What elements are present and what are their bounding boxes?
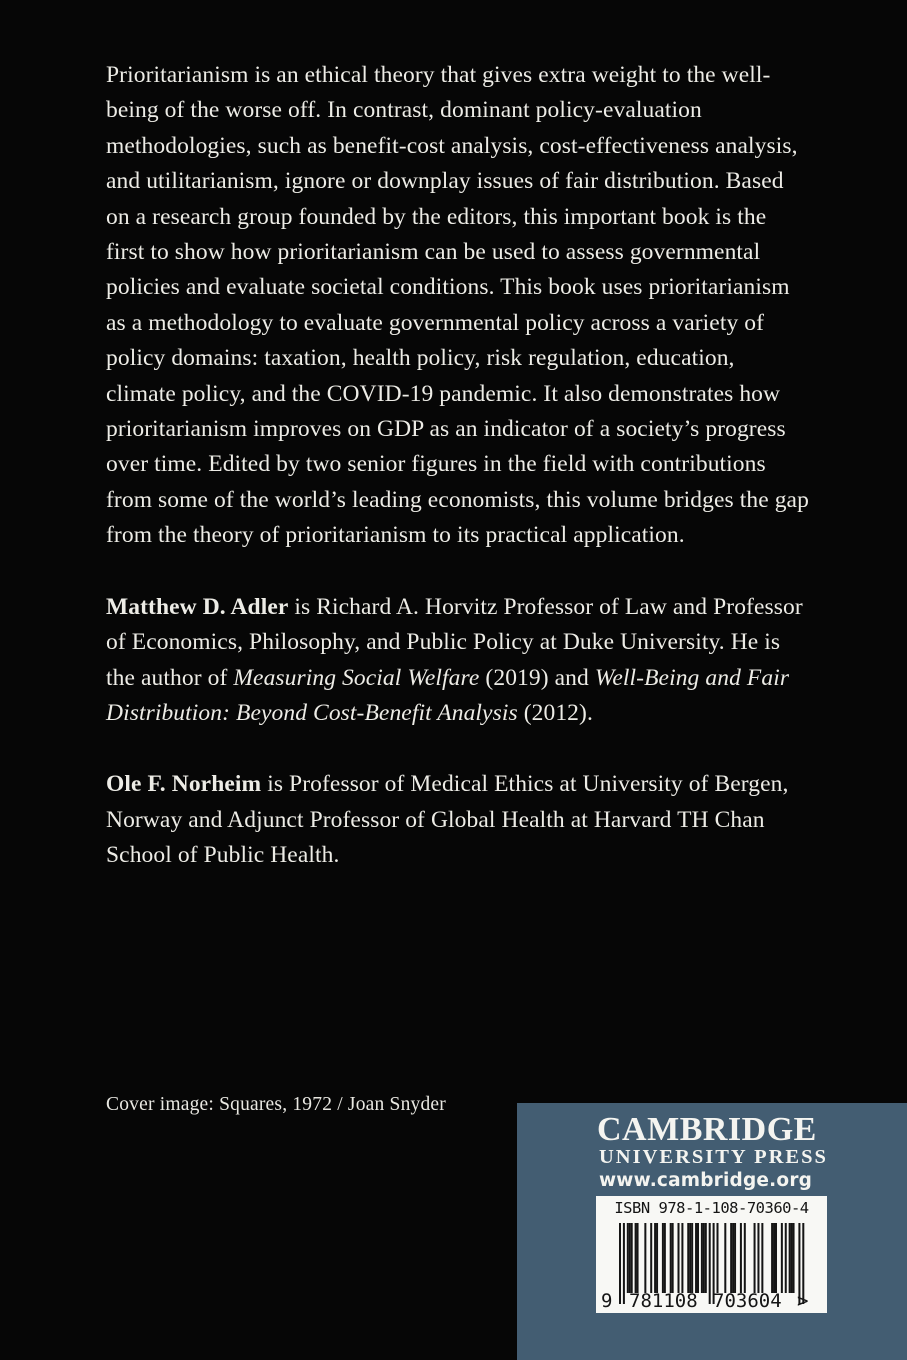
adler-name: Matthew D. Adler xyxy=(106,593,289,620)
norheim-bio-text: is Professor of Medical Ethics at University of Bergen, Norway and Adjunct Professor of Global Health at Harvard TH Chan School of Public Health. xyxy=(106,771,789,869)
adler-bio-text-3: (2012). xyxy=(517,699,593,726)
cover-image-credit: Cover image: Squares, 1972 / Joan Snyder xyxy=(106,1094,446,1115)
isbn-barcode xyxy=(596,1196,827,1313)
isbn-label: ISBN 978-1-108-70360-4 xyxy=(614,1199,809,1217)
barcode-digits xyxy=(596,1290,827,1312)
publisher-panel xyxy=(517,1103,907,1360)
back-cover-text xyxy=(106,58,810,874)
adler-work-1: Measuring Social Welfare xyxy=(233,664,480,691)
university-press-wordmark: UNIVERSITY PRESS xyxy=(599,1146,828,1168)
barcode-digits-left: 781108 xyxy=(629,1290,698,1312)
norheim-bio xyxy=(106,767,810,873)
cambridge-wordmark: CAMBRIDGE xyxy=(597,1111,817,1148)
adler-work-2: Well-Being and Fair Distribution: Beyond Cost-Benefit Analysis xyxy=(106,664,790,726)
blurb-paragraph: Prioritarianism is an ethical theory that gives extra weight to the well-being of the worse off. In contrast, dominant policy-evaluation methodologies, such as benefit-cost analysis, cost-effectiveness analysis, and utilitarianism, ignore or downplay issues of fair distribution. Based on a research group founded by the editors, this important book is the first to show how prioritarianism can be used to assess governmental policies and evaluate societal conditions. This book uses prioritarianism as a methodology to evaluate governmental policy across a variety of policy domains: taxation, health policy, risk regulation, education, climate policy, and the COVID-19 pandemic. It also demonstrates how prioritarianism improves on GDP as an indicator of a society’s progress over time. Edited by two senior figures in the field with contributions from some of the world’s leading economists, this volume bridges the gap from the theory of prioritarianism to its practical application. xyxy=(106,62,809,549)
norheim-name: Ole F. Norheim xyxy=(106,771,262,798)
adler-bio xyxy=(106,590,810,732)
barcode-digit-first: 9 xyxy=(601,1290,613,1312)
publisher-website: www.cambridge.org xyxy=(599,1170,813,1191)
barcode-end-marker: > xyxy=(797,1290,809,1312)
adler-bio-text-1: is Richard A. Horvitz Professor of Law and Professor of Economics, Philosophy, and Public Policy at Duke University. He is the author of xyxy=(106,593,803,691)
barcode-digits-right: 703604 xyxy=(713,1290,782,1312)
adler-bio-text-2: (2019) and xyxy=(479,664,595,691)
